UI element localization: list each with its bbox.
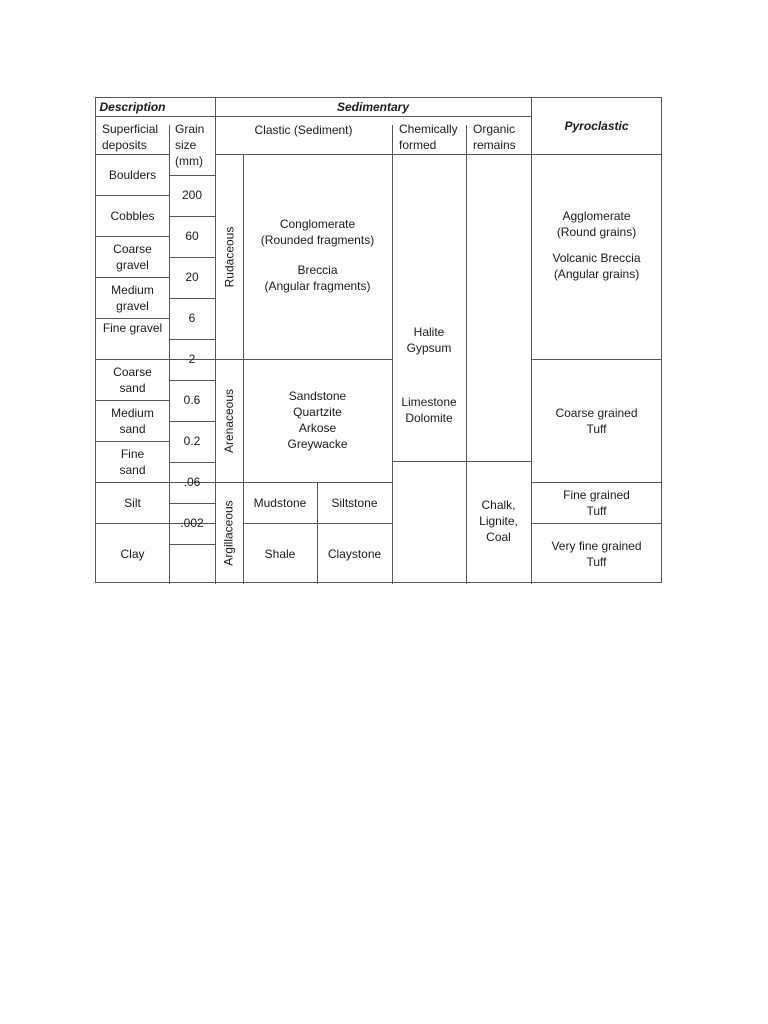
grid-line: [169, 421, 215, 422]
chemical-evaporites: [392, 324, 466, 356]
rock-conglomerate-note: (Rounded fragments): [260, 233, 375, 247]
grid-line: [169, 175, 215, 176]
grain-size-value: 60: [185, 229, 199, 243]
rock-lignite: Lignite,: [479, 514, 518, 528]
rock-classification-table: [95, 97, 662, 583]
rock-agglomerate-note: (Round grains): [556, 225, 637, 239]
rock-coal: Coal: [486, 530, 511, 544]
tuff-fine-name: Tuff: [586, 503, 607, 518]
arenaceous-rocks: [243, 388, 392, 452]
deposit-medium-gravel-line1: Medium: [111, 282, 154, 297]
grain-size-value: .06: [183, 475, 201, 489]
deposit-coarse-sand-line2: sand: [119, 380, 146, 395]
group-argillaceous: [215, 482, 243, 584]
deposit-fine-sand: [96, 441, 169, 482]
rock-conglomerate: Conglomerate: [279, 217, 356, 231]
grid-line: [169, 216, 215, 217]
subheader-superficial: [102, 121, 168, 153]
rock-shale: Shale: [264, 546, 296, 561]
subheader-chemically-formed: [399, 121, 466, 153]
rock-quartzite: Quartzite: [293, 405, 342, 419]
subheader-organic-line1: Organic: [473, 122, 516, 136]
deposit-fine-sand-line1: Fine: [120, 446, 145, 461]
subheader-clastic: Clastic (Sediment): [254, 123, 353, 137]
subheader-grain-line3: (mm): [175, 154, 203, 168]
grain-size-value: 0.2: [183, 434, 201, 448]
rock-greywacke: Greywacke: [287, 437, 348, 451]
grid-line: [215, 154, 662, 155]
deposit-medium-gravel: [96, 277, 169, 318]
pyroclastic-coarse-rocks: [531, 208, 662, 282]
header-pyroclastic: Pyroclastic: [564, 119, 629, 133]
rudaceous-rocks: [243, 216, 392, 294]
subheader-chemically-line1: Chemically: [399, 122, 458, 136]
tuff-coarse-label: Coarse grained: [555, 405, 638, 420]
grain-size-value: 200: [181, 188, 203, 202]
grid-line: [169, 298, 215, 299]
rock-sandstone: Sandstone: [288, 389, 347, 403]
rock-volcanic-breccia: Volcanic Breccia: [552, 251, 641, 265]
deposit-fine-sand-line2: sand: [119, 462, 146, 477]
pyroclastic-coarse-tuff: [531, 359, 662, 482]
header-sedimentary: Sedimentary: [336, 100, 410, 114]
rock-breccia-note: (Angular fragments): [264, 279, 371, 293]
group-rudaceous-label: Rudaceous: [222, 226, 236, 287]
deposit-silt: Silt: [124, 495, 141, 510]
grain-size-value: 20: [185, 270, 199, 284]
deposit-medium-sand-line1: Medium: [111, 405, 154, 420]
grid-line: [169, 544, 215, 545]
deposit-cobbles: Cobbles: [110, 208, 155, 223]
subheader-chemically-line2: formed: [399, 138, 437, 152]
rock-siltstone: Siltstone: [331, 495, 378, 510]
tuff-coarse-name: Tuff: [586, 421, 607, 436]
grid-line: [169, 380, 215, 381]
grid-line: [392, 461, 531, 462]
grain-size-value: 6: [188, 311, 196, 325]
rock-chalk: Chalk,: [481, 498, 516, 512]
pyroclastic-very-fine-tuff: [531, 523, 662, 584]
tuff-fine-label: Fine grained: [563, 487, 630, 502]
tuff-very-fine-label: Very fine grained: [551, 538, 642, 553]
rock-gypsum: Gypsum: [406, 341, 452, 355]
grid-line: [169, 339, 215, 340]
rock-halite: Halite: [413, 325, 445, 339]
rock-agglomerate: Agglomerate: [562, 209, 631, 223]
deposit-medium-gravel-line2: gravel: [116, 298, 149, 313]
deposit-medium-sand-line2: sand: [119, 421, 146, 436]
deposit-clay: Clay: [120, 546, 145, 561]
rock-arkose: Arkose: [298, 421, 337, 435]
subheader-organic-line2: remains: [473, 138, 516, 152]
deposit-fine-gravel: Fine gravel: [102, 321, 163, 335]
subheader-organic-remains: [473, 121, 531, 153]
rock-claystone: Claystone: [327, 546, 382, 561]
rock-mudstone: Mudstone: [253, 495, 307, 510]
grain-size-value: 2: [188, 352, 196, 366]
rock-limestone: Limestone: [401, 395, 457, 409]
grid-line: [169, 503, 215, 504]
group-rudaceous: [215, 154, 243, 359]
header-description: Description: [99, 100, 166, 114]
deposit-coarse-sand: [96, 359, 169, 400]
subheader-superficial-line2: deposits: [102, 138, 147, 152]
deposit-coarse-gravel-line2: gravel: [116, 257, 149, 272]
deposit-boulders: Boulders: [108, 167, 157, 182]
group-arenaceous: [215, 359, 243, 482]
subheader-superficial-line1: Superficial: [102, 122, 159, 136]
subheader-grain-line2: size: [175, 138, 197, 152]
rock-volcanic-breccia-note: (Angular grains): [553, 267, 640, 281]
pyroclastic-fine-tuff: [531, 482, 662, 523]
grid-line: [169, 257, 215, 258]
subheader-grain-line1: Grain: [175, 122, 205, 136]
grain-size-value: 0.6: [183, 393, 201, 407]
group-arenaceous-label: Arenaceous: [222, 388, 237, 453]
tuff-very-fine-name: Tuff: [586, 554, 607, 569]
group-argillaceous-label: Argillaceous: [222, 500, 236, 566]
deposit-medium-sand: [96, 400, 169, 441]
grain-size-value: .002: [180, 516, 204, 530]
deposit-coarse-sand-line1: Coarse: [113, 364, 152, 379]
deposit-coarse-gravel-line1: Coarse: [113, 241, 152, 256]
grid-line: [169, 462, 215, 463]
rock-breccia: Breccia: [297, 263, 338, 277]
deposit-coarse-gravel: [96, 236, 169, 277]
subheader-grain-size: [175, 121, 215, 169]
organic-rocks: [466, 497, 531, 545]
rock-dolomite: Dolomite: [405, 411, 453, 425]
chemical-carbonates: [392, 394, 466, 426]
